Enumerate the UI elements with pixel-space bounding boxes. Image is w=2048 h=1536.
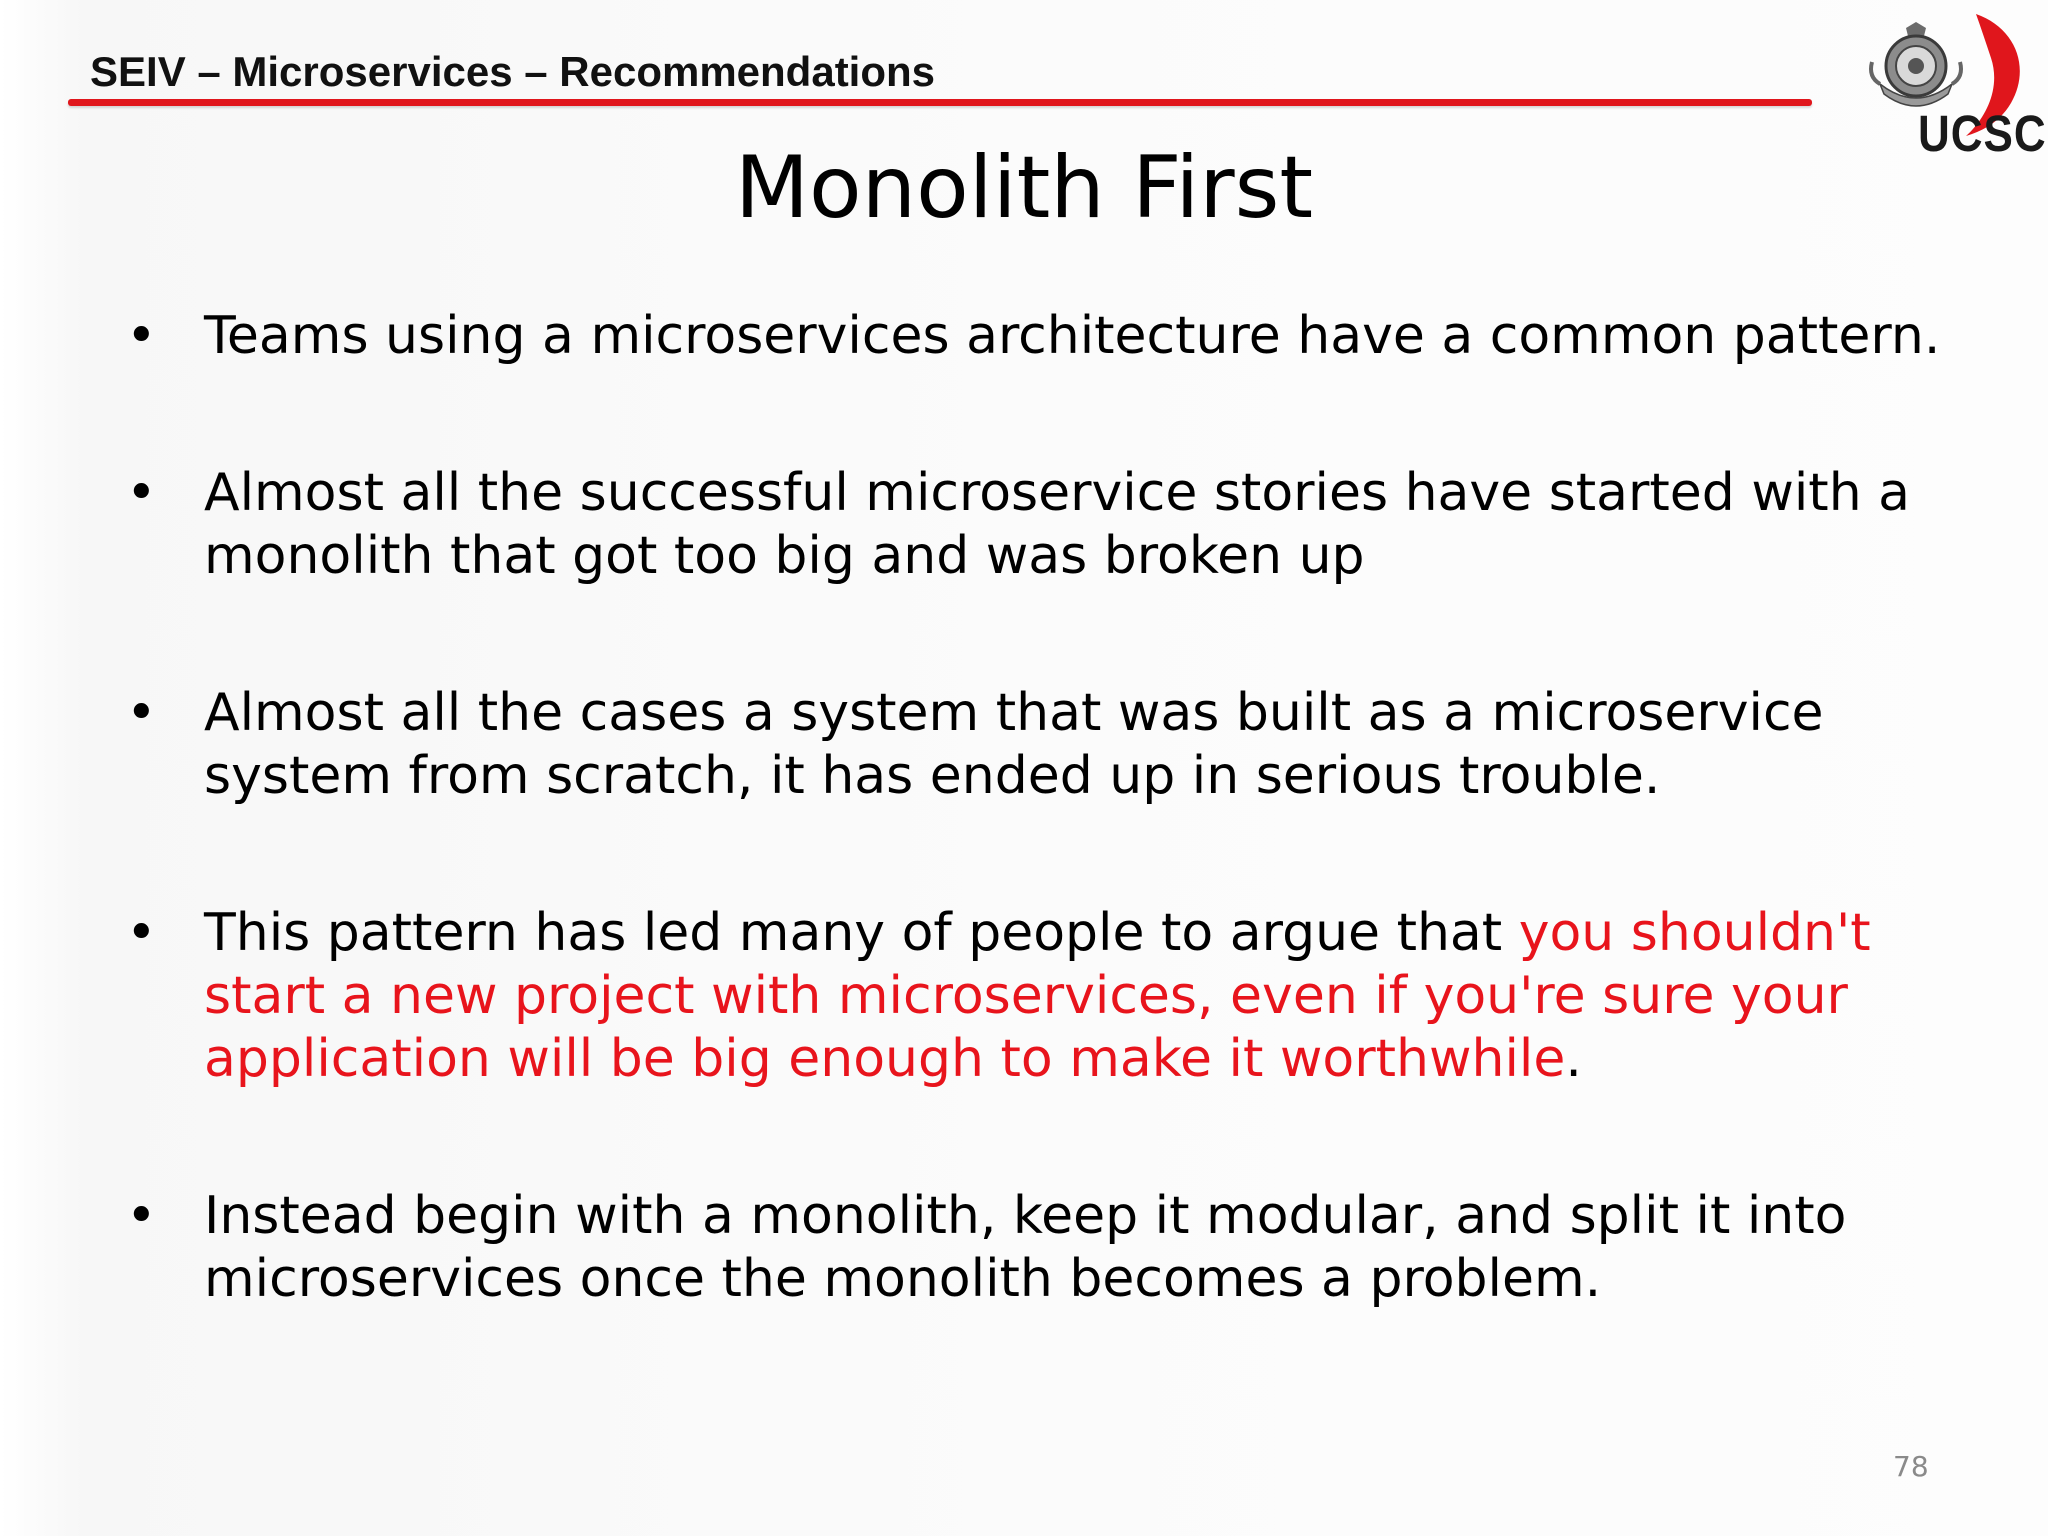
bullet-dot-icon: • (126, 1186, 157, 1246)
bullet-text-before: This pattern has led many of people to argue that (204, 903, 1519, 963)
header-divider (68, 99, 1812, 106)
ucsc-logo-text: UCSC (1918, 106, 2047, 163)
bullet-dot-icon: • (126, 903, 157, 963)
bullet-item (120, 462, 1950, 588)
bullet-dot-icon: • (126, 306, 157, 366)
bullet-text: Almost all the cases a system that was built as a microservice system from scratch, it has ended up in serious trouble. (204, 683, 1824, 806)
bullet-item (120, 1185, 1950, 1311)
bullet-text: Teams using a microservices architecture have a common pattern. (204, 306, 1941, 366)
bullet-item (120, 902, 1950, 1091)
bullet-text-highlight: you shouldn't start a new project with microservices, even if you're sure your application will be big enough to make it worthwhile (204, 903, 1871, 1089)
page-number: 78 (1893, 1450, 1929, 1483)
slide-title: Monolith First (734, 138, 1314, 238)
bullet-list (120, 305, 1950, 1405)
bullet-item (120, 305, 1950, 368)
bullet-text-after: . (1565, 1029, 1582, 1089)
bullet-text: Instead begin with a monolith, keep it modular, and split it into microservices once the monolith becomes a problem. (204, 1186, 1847, 1309)
bullet-dot-icon: • (126, 683, 157, 743)
header-title: SEIV – Microservices – Recommendations (90, 48, 936, 95)
bullet-text: Almost all the successful microservice stories have started with a monolith that got too big and was broken up (204, 463, 1911, 586)
bullet-dot-icon: • (126, 463, 157, 523)
bullet-item (120, 682, 1950, 808)
